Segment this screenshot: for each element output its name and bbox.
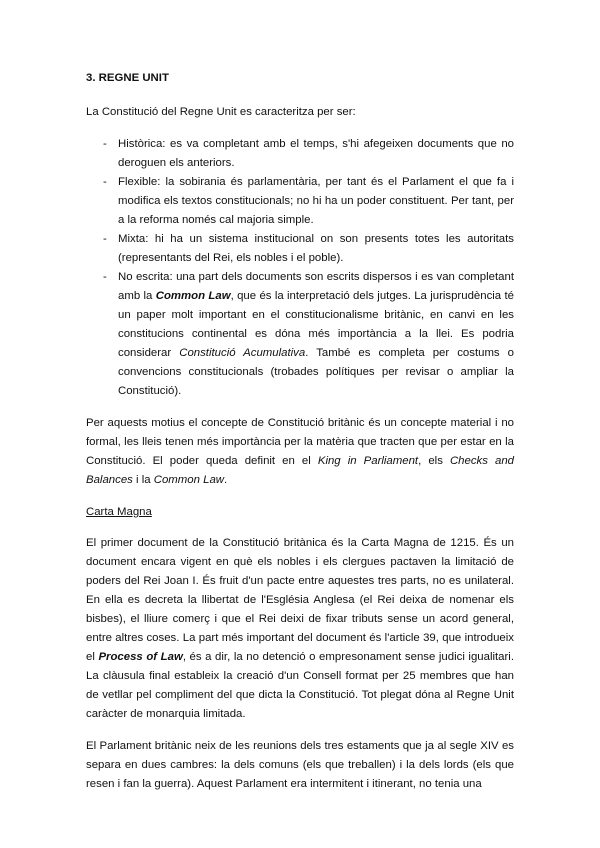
paragraph-text: , és a dir, la no detenció o empresonament sense judici igualitari. La clàusula final estableix la creació d'un Consell format per 25 membres que han de vetllar pel compliment del que dicta la Constitució. Tot plegat dóna al Regne Unit caràcter de monarquia limitada. bbox=[86, 651, 514, 720]
subsection-title: Carta Magna bbox=[86, 506, 152, 518]
list-item-text: Mixta: hi ha un sistema institucional on son presents totes les autoritats (representants del Rei, els nobles i el poble). bbox=[118, 233, 514, 264]
characteristics-list bbox=[86, 135, 514, 401]
list-item bbox=[86, 173, 514, 230]
list-item-text: , que és la interpretació dels jutges. La jurisprudència té un paper molt important en el constitucionalisme britànic, en canvi en les constitucions continental es dóna més importància a la llei. Es podria considerar bbox=[118, 290, 514, 359]
list-item bbox=[86, 135, 514, 173]
term-process-of-law: Process of Law bbox=[98, 651, 183, 663]
term-common-law: Common Law bbox=[153, 474, 225, 486]
list-dash: - bbox=[103, 233, 107, 245]
list-item-text: . També es completa per costums o convencions constitucionals (trobades polítiques per revisar o ampliar la Constitució). bbox=[118, 347, 514, 397]
parlament-paragraph: El Parlament britànic neix de les reunions dels tres estaments que ja al segle XIV es separa en dues cambres: la dels comuns (els que treballen) i la dels lords (els que resen i fan la guerra). Aquest Parlament era intermitent i itinerant, no tenia una bbox=[86, 740, 514, 790]
section-heading: 3. REGNE UNIT bbox=[86, 72, 169, 84]
list-item-text: No escrita: una part dels documents son escrits dispersos i es van completant amb la bbox=[118, 271, 514, 302]
term-constitucio-acumulativa: Constitució Acumulativa bbox=[179, 347, 306, 359]
list-item-text: Històrica: es va completant amb el temps, s'hi afegeixen documents que no deroguen els anteriors. bbox=[118, 138, 514, 169]
intro-paragraph: La Constitució del Regne Unit es caracteritza per ser: bbox=[86, 106, 356, 118]
term-common-law: Common Law bbox=[155, 290, 231, 302]
list-dash: - bbox=[103, 176, 107, 188]
list-item bbox=[86, 268, 514, 401]
list-dash: - bbox=[103, 271, 107, 283]
paragraph-text: i la bbox=[132, 474, 154, 486]
motius-paragraph bbox=[86, 414, 514, 490]
paragraph-text: , els bbox=[418, 455, 450, 467]
term-checks-and-balances: Checks and Balances bbox=[86, 455, 515, 486]
paragraph-text: Per aquests motius el concepte de Constitució britànic és un concepte material i no formal, les lleis tenen més importància per la matèria que tracten que per estar en la Constitució. El poder queda definit en el bbox=[86, 417, 514, 467]
term-king-in-parliament: King in Parliament bbox=[317, 455, 419, 467]
carta-magna-paragraph bbox=[86, 534, 514, 724]
paragraph-text: . bbox=[224, 474, 228, 486]
paragraph-text: El primer document de la Constitució britànica és la Carta Magna de 1215. És un document encara vigent en què els nobles i els clergues pactaven la limitació de poders del Rei Joan I. És fruit d'un pacte entre aquestes tres parts, no es unilateral. En ella es decreta la llibertat de l'Església Anglesa (el Rei deixa de nomenar els bisbes), el lliure comerç i que el Rei deixi de fixar tributs sense un acord general, entre altres coses. La part més important del document és l'article 39, que introdueix el bbox=[86, 537, 514, 663]
list-item bbox=[86, 230, 514, 268]
list-dash: - bbox=[103, 138, 107, 150]
list-item-text: Flexible: la sobirania és parlamentària, per tant és el Parlament el que fa i modifica els textos constitucionals; no hi ha un poder constituent. Per tant, per a la reforma només cal majoria simple. bbox=[118, 176, 514, 226]
